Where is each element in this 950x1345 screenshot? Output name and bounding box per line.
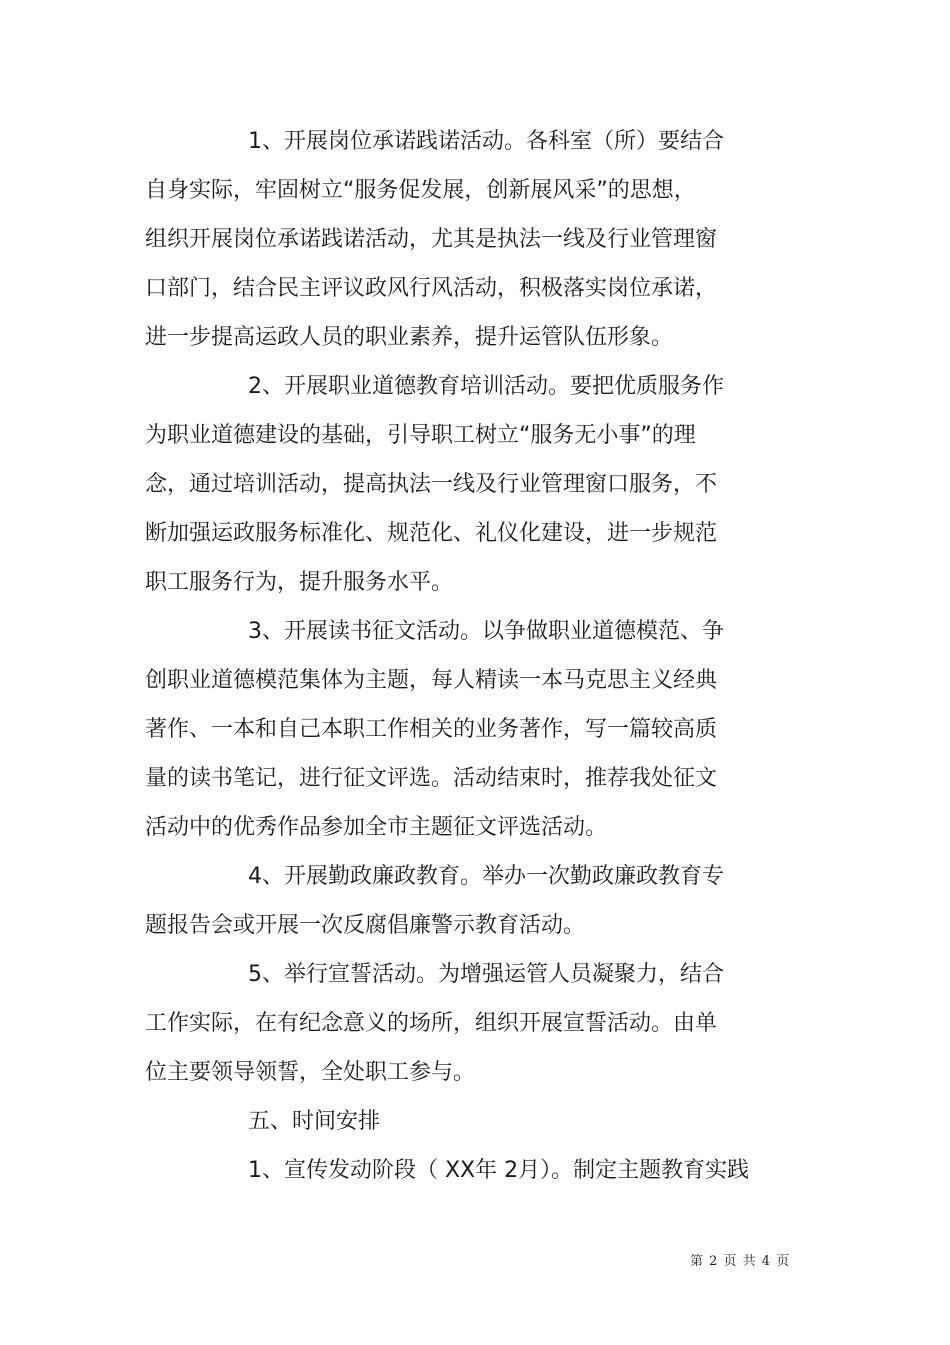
text-line: 1、开展岗位承诺践诺活动。各科室（所）要结合 (248, 129, 724, 154)
page-number: 第 2 页 共 4 页 (690, 1254, 791, 1269)
text-line: 1、宣传发动阶段（ XX年 2月）。制定主题教育实践 (248, 1158, 750, 1183)
text-line: 进一步提高运政人员的职业素养，提升运管队伍形象。 (145, 325, 674, 350)
text-line: 口部门，结合民主评议政风行风活动，积极落实岗位承诺， (145, 276, 718, 301)
text-line: 工作实际，在有纪念意义的场所，组织开展宣誓活动。由单 (145, 1011, 718, 1036)
text-line: 活动中的优秀作品参加全市主题征文评选活动。 (145, 815, 608, 840)
text-line: 自身实际，牢固树立“服务促发展，创新展风采”的思想， (145, 178, 696, 203)
text-line: 位主要领导领誓，全处职工参与。 (145, 1060, 476, 1085)
text-line: 念，通过培训活动，提高执法一线及行业管理窗口服务，不 (145, 472, 718, 497)
text-line: 断加强运政服务标准化、规范化、礼仪化建设，进一步规范 (145, 521, 718, 546)
text-line: 2、开展职业道德教育培训活动。要把优质服务作 (248, 374, 724, 399)
text-line: 3、开展读书征文活动。以争做职业道德模范、争 (248, 619, 724, 644)
text-line: 创职业道德模范集体为主题，每人精读一本马克思主义经典 (145, 668, 718, 693)
document-body (145, 117, 750, 1195)
text-line: 5、举行宣誓活动。为增强运管人员凝聚力，结合 (248, 962, 724, 987)
text-line: 组织开展岗位承诺践诺活动，尤其是执法一线及行业管理窗 (145, 227, 718, 252)
text-line: 职工服务行为，提升服务水平。 (145, 570, 454, 595)
text-line: 4、开展勤政廉政教育。举办一次勤政廉政教育专 (248, 864, 724, 889)
text-line: 题报告会或开展一次反腐倡廉警示教育活动。 (145, 913, 586, 938)
text-line: 著作、一本和自己本职工作相关的业务著作，写一篇较高质 (145, 717, 718, 742)
text-line: 为职业道德建设的基础，引导职工树立“服务无小事”的理 (145, 423, 696, 448)
text-line: 五、时间安排 (248, 1109, 381, 1134)
text-line: 量的读书笔记，进行征文评选。活动结束时，推荐我处征文 (145, 766, 718, 791)
